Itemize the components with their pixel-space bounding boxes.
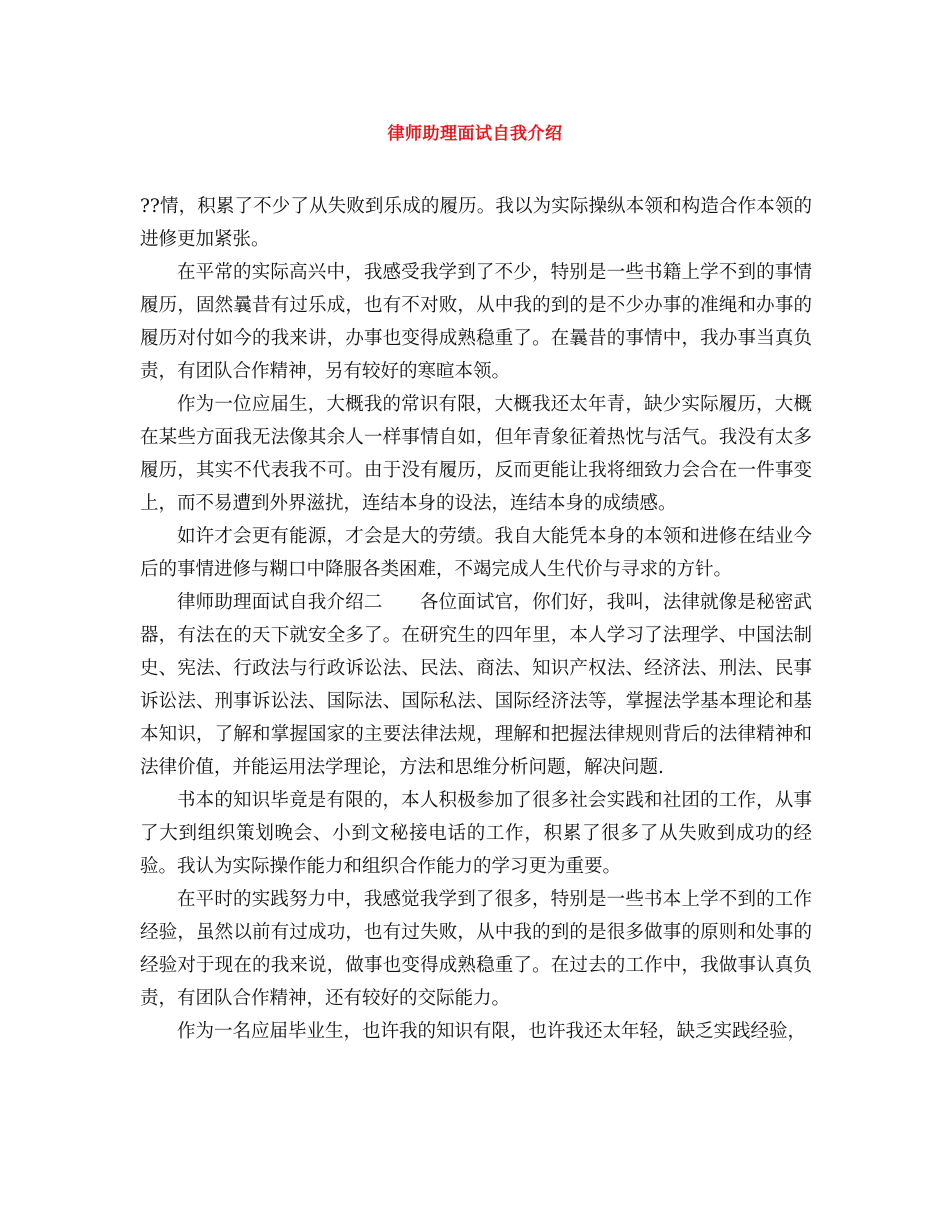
paragraph: 在平常的实际高兴中，我感受我学到了不少，特别是一些书籍上学不到的事情履历，固然曩昔有过乐成，也有不对败，从中我的到的是不少办事的准绳和办事的履历对付如今的我来讲，办事也变得成熟稳重了。在曩昔的事情中，我办事当真负责，有团队合作精神，另有较好的寒暄本领。 bbox=[140, 262, 812, 382]
paragraph: 作为一名应届毕业生，也许我的知识有限，也许我还太年轻，缺乏实践经验， bbox=[177, 1021, 807, 1042]
paragraph: 在平时的实践努力中，我感觉我学到了很多，特别是一些书本上学不到的工作经验，虽然以前有过成功，也有过失败，从中我的到的是很多做事的原则和处事的经验对于现在的我来说，做事也变得成熟稳重了。在过去的工作中，我做事认真负责，有团队合作精神，还有较好的交际能力。 bbox=[140, 889, 812, 1009]
paragraph: 如许才会更有能源，才会是大的劳绩。我自大能凭本身的本领和进修在结业今后的事情进修与糊口中降服各类困难，不竭完成人生代价与寻求的方针。 bbox=[140, 526, 812, 580]
paragraph: 作为一位应届生，大概我的常识有限，大概我还太年青，缺少实际履历，大概在某些方面我无法像其余人一样事情自如，但年青象征着热忱与活气。我没有太多履历，其实不代表我不可。由于没有履历，反而更能让我将细致力会合在一件事变上，而不易遭到外界滋扰，连结本身的设法，连结本身的成绩感。 bbox=[140, 394, 812, 514]
document-body bbox=[140, 190, 812, 1048]
paragraph: 律师助理面试自我介绍二 各位面试官，你们好，我叫，法律就像是秘密武器，有法在的天下就安全多了。在研究生的四年里，本人学习了法理学、中国法制史、宪法、行政法与行政诉讼法、民法、商法、知识产权法、经济法、刑法、民事诉讼法、刑事诉讼法、国际法、国际私法、国际经济法等，掌握法学基本理论和基本知识，了解和掌握国家的主要法律法规，理解和把握法律规则背后的法律精神和法律价值，并能运用法学理论，方法和思维分析问题，解决问题. bbox=[140, 592, 812, 778]
document-title: 律师助理面试自我介绍 bbox=[387, 124, 563, 144]
paragraph: 书本的知识毕竟是有限的，本人积极参加了很多社会实践和社团的工作，从事了大到组织策划晚会、小到文秘接电话的工作，积累了很多了从失败到成功的经验。我认为实际操作能力和组织合作能力的学习更为重要。 bbox=[140, 790, 812, 877]
paragraph: ??情，积累了不少了从失败到乐成的履历。我以为实际操纵本领和构造合作本领的进修更加紧张。 bbox=[140, 196, 812, 250]
